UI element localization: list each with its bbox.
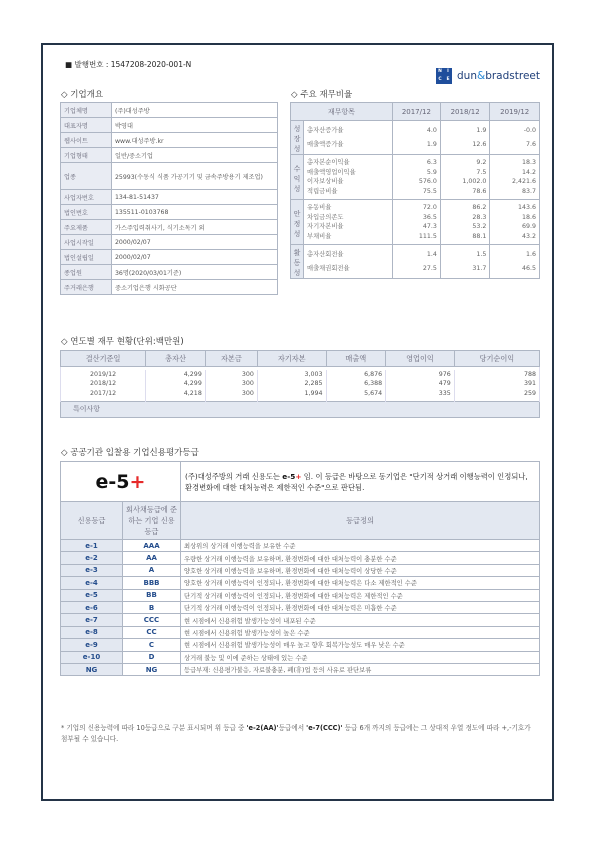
company-field-value: 2000/02/07 (112, 250, 278, 265)
company-row (61, 280, 278, 295)
company-field-value: 중소기업은행 시화공단 (112, 280, 278, 295)
yearly-cell: 335 (386, 389, 455, 402)
fin-category-char: 수 (293, 164, 301, 173)
yearly-cell: 300 (205, 389, 257, 402)
fin-value: 6.3 (392, 155, 440, 168)
fin-item: 유동비율 (304, 200, 393, 213)
fin-category-char: 성 (293, 229, 301, 238)
company-field-value: 135511-0103768 (112, 205, 278, 220)
fin-value: 7.5 (440, 168, 490, 178)
yearly-cell: 2019/12 (61, 370, 146, 380)
fin-item: 매출액증가율 (304, 138, 393, 155)
company-field-value: www.대성주방.kr (112, 133, 278, 148)
company-field-label: 법인설립일 (61, 250, 112, 265)
fin-category-char: 장 (293, 135, 301, 143)
company-field-value: 134-81-51437 (112, 190, 278, 205)
fin-row (291, 187, 540, 200)
company-field-value: 가스주입력취사기, 식기소독기 외 (112, 220, 278, 235)
fin-row (291, 138, 540, 155)
corp-grade: BBB (123, 577, 181, 589)
yearly-header: 자본금 (205, 351, 257, 367)
fin-value: 14.2 (490, 168, 540, 178)
corp-grade: CCC (123, 614, 181, 626)
fin-item: 부채비율 (304, 232, 393, 245)
grade-row (61, 552, 540, 564)
company-row (61, 103, 278, 118)
grade-row (61, 540, 540, 552)
fin-category-char: 정 (293, 219, 301, 228)
fin-item: 차입금의존도 (304, 213, 393, 223)
fin-value: 69.9 (490, 222, 540, 232)
grade-footnote: * 기업의 신용능력에 따라 10등급으로 구분 표시되며 위 등급 중 'e-2(AA)'등급에서 'e-7(CCC)' 등급 6개 까지의 등급에는 그 상대적 우열 정도에 따라 +,-기호가 첨부될 수 있습니다. (61, 724, 531, 743)
fin-header-year: 2019/12 (490, 103, 540, 121)
grade-description: (주)대성주방의 거래 신용도는 e-5+ 임. 이 등급은 바탕으로 동기업은 "단기적 상거래 이행능력이 인정되나, 환경변화에 대한 대처능력은 제한적인 수준"으로 판단됨. (181, 462, 540, 502)
fin-value: 9.2 (440, 155, 490, 168)
fin-category (291, 121, 304, 155)
company-field-label: 주거래은행 (61, 280, 112, 295)
fin-category-char: 성 (293, 184, 301, 193)
company-field-value: (주)대성주방 (112, 103, 278, 118)
corp-grade: BB (123, 589, 181, 601)
grade-definition: 양호한 상거래 이행능력이 인정되나, 환경변화에 대한 대처능력은 다소 제한적인 수준 (181, 577, 540, 589)
fin-category-char: 성 (293, 125, 301, 133)
grade-row (61, 577, 540, 589)
yearly-cell: 2018/12 (61, 379, 146, 389)
grade-code: e-5 (61, 589, 123, 601)
fin-value: 1.5 (440, 245, 490, 262)
yearly-section-title: ◇ 연도별 재무 현황(단위:백만원) (61, 337, 184, 347)
yearly-cell: 300 (205, 379, 257, 389)
company-field-value: 36명(2020/03/01기준) (112, 265, 278, 280)
nice-logo-icon: N I C E (436, 68, 452, 84)
yearly-header: 자기자본 (257, 351, 326, 367)
grade-code: e-8 (61, 626, 123, 638)
yearly-cell: 6,388 (326, 379, 386, 389)
fin-value: 36.5 (392, 213, 440, 223)
fin-header-year: 2018/12 (440, 103, 490, 121)
fin-item: 자기자본비율 (304, 222, 393, 232)
fin-header-year: 2017/12 (392, 103, 440, 121)
company-row (61, 118, 278, 133)
fin-row (291, 168, 540, 178)
yearly-cell: 3,003 (257, 370, 326, 380)
fin-header-item: 재무항목 (291, 103, 393, 121)
grade-code: e-6 (61, 601, 123, 613)
fin-value: 18.6 (490, 213, 540, 223)
fin-category-char: 성 (293, 269, 301, 277)
grade-code: e-9 (61, 639, 123, 651)
company-field-label: 사업자번호 (61, 190, 112, 205)
document-number: ■ 발행번호 : 1547208-2020-001-N (65, 60, 192, 69)
yearly-row (61, 379, 540, 389)
grade-definition: 등급부재: 신용평가불응, 자료불충분, 폐(휴)업 등의 사유로 판단보류 (181, 663, 540, 675)
fin-value: 43.2 (490, 232, 540, 245)
yearly-cell: 391 (454, 379, 539, 389)
yearly-header: 당기순이익 (454, 351, 539, 367)
yearly-special-row (61, 402, 540, 418)
yearly-cell: 4,218 (146, 389, 206, 402)
fin-value: 78.6 (440, 187, 490, 200)
fin-row (291, 262, 540, 279)
yearly-cell: 479 (386, 379, 455, 389)
company-field-value: 박영대 (112, 118, 278, 133)
fin-value: 53.2 (440, 222, 490, 232)
fin-item: 총자산증가율 (304, 121, 393, 138)
fin-row (291, 155, 540, 168)
fin-value: -0.0 (490, 121, 540, 138)
fin-value: 18.3 (490, 155, 540, 168)
grade-definition: 최상위의 상거래 이행능력을 보유한 수준 (181, 540, 540, 552)
grade-table (60, 461, 540, 676)
yearly-cell: 2,285 (257, 379, 326, 389)
company-row (61, 148, 278, 163)
yearly-header: 영업이익 (386, 351, 455, 367)
grade-row (61, 589, 540, 601)
fin-row (291, 121, 540, 138)
grade-code: e-4 (61, 577, 123, 589)
definition-col-header: 등급정의 (181, 502, 540, 540)
fin-item: 총자본순이익율 (304, 155, 393, 168)
yearly-cell: 2017/12 (61, 389, 146, 402)
company-field-label: 대표자명 (61, 118, 112, 133)
company-field-label: 업종 (61, 163, 112, 190)
company-field-label: 사업시작일 (61, 235, 112, 250)
fin-category-char: 안 (293, 209, 301, 218)
yearly-cell: 6,876 (326, 370, 386, 380)
fin-value: 12.6 (440, 138, 490, 155)
fin-value: 31.7 (440, 262, 490, 279)
yearly-cell: 788 (454, 370, 539, 380)
logo-text: dun&bradstreet (457, 70, 540, 82)
grade-definition: 단기적 상거래 이행능력이 인정되나, 환경변화에 대한 대처능력은 미흡한 수준 (181, 601, 540, 613)
fin-item: 매출액영업이익율 (304, 168, 393, 178)
fin-value: 75.5 (392, 187, 440, 200)
company-field-label: 법인번호 (61, 205, 112, 220)
company-field-value: 25993(수동식 식품 가공기기 및 금속주방용기 제조업) (112, 163, 278, 190)
fin-item: 매출채권회전율 (304, 262, 393, 279)
corp-grade: AAA (123, 540, 181, 552)
fin-row (291, 200, 540, 213)
grade-section-title: ◇ 공공기관 입찰용 기업신용평가등급 (61, 448, 199, 458)
grade-code: NG (61, 663, 123, 675)
grade-code: e-7 (61, 614, 123, 626)
company-row (61, 205, 278, 220)
company-field-label: 주요제품 (61, 220, 112, 235)
yearly-cell: 4,299 (146, 370, 206, 380)
fin-value: 83.7 (490, 187, 540, 200)
fin-value: 111.5 (392, 232, 440, 245)
grade-definition: 현 시점에서 신용위험 발생가능성이 매우 높고 향후 회복가능성도 매우 낮은 수준 (181, 639, 540, 651)
report-frame (41, 43, 554, 801)
fin-value: 46.5 (490, 262, 540, 279)
corp-grade: D (123, 651, 181, 663)
grade-code: e-1 (61, 540, 123, 552)
fin-value: 72.0 (392, 200, 440, 213)
fin-value: 27.5 (392, 262, 440, 279)
grade-definition: 양호한 상거래 이행능력을 보유하며, 환경변화에 대한 대처능력이 상당한 수준 (181, 564, 540, 576)
corp-grade: AA (123, 552, 181, 564)
grade-row (61, 564, 540, 576)
fin-category-char: 활 (293, 249, 301, 257)
corp-grade: A (123, 564, 181, 576)
company-row (61, 235, 278, 250)
grade-row (61, 614, 540, 626)
company-field-label: 웹사이트 (61, 133, 112, 148)
company-field-value: 일반/중소기업 (112, 148, 278, 163)
company-field-value: 2000/02/07 (112, 235, 278, 250)
corp-grade-col-header: 회사채등급에 준하는 기업 신용등급 (123, 502, 181, 540)
grade-definition: 상거래 불능 및 이에 준하는 상태에 있는 수준 (181, 651, 540, 663)
grade-code: e-3 (61, 564, 123, 576)
company-field-label: 종업원 (61, 265, 112, 280)
yearly-cell: 4,299 (146, 379, 206, 389)
fin-value: 1.9 (440, 121, 490, 138)
fin-category-char: 성 (293, 145, 301, 153)
fin-value: 7.6 (490, 138, 540, 155)
company-row (61, 163, 278, 190)
special-notes-label: 특이사항 (61, 402, 540, 418)
nice-dnb-logo (436, 68, 540, 84)
fin-category-char: 동 (293, 259, 301, 267)
corp-grade: CC (123, 626, 181, 638)
fin-value: 1.4 (392, 245, 440, 262)
company-row (61, 265, 278, 280)
yearly-cell: 5,674 (326, 389, 386, 402)
grade-col-header: 신용등급 (61, 502, 123, 540)
company-section-title: ◇ 기업개요 (61, 90, 104, 100)
yearly-row (61, 389, 540, 402)
fin-category (291, 200, 304, 245)
company-field-label: 기업체명 (61, 103, 112, 118)
fin-item: 총자산회전율 (304, 245, 393, 262)
grade-row (61, 626, 540, 638)
current-grade: e-5+ (61, 462, 181, 502)
company-row (61, 250, 278, 265)
grade-row (61, 601, 540, 613)
fin-row (291, 232, 540, 245)
fin-category (291, 245, 304, 279)
yearly-cell: 976 (386, 370, 455, 380)
company-table (60, 102, 278, 295)
fin-value: 1.6 (490, 245, 540, 262)
financial-section-title: ◇ 주요 재무비율 (291, 90, 353, 100)
grade-code: e-2 (61, 552, 123, 564)
fin-category (291, 155, 304, 200)
grade-definition: 현 시점에서 신용위험 발생가능성이 높은 수준 (181, 626, 540, 638)
grade-definition: 단기적 상거래 이행능력이 인정되나, 환경변화에 대한 대처능력은 제한적인 수준 (181, 589, 540, 601)
corp-grade: C (123, 639, 181, 651)
company-row (61, 190, 278, 205)
fin-value: 86.2 (440, 200, 490, 213)
yearly-table (60, 350, 540, 418)
fin-value: 47.3 (392, 222, 440, 232)
fin-value: 143.6 (490, 200, 540, 213)
fin-value: 1.9 (392, 138, 440, 155)
fin-category-char: 익 (293, 174, 301, 183)
grade-definition: 현 시점에서 신용위험 발생가능성이 내포된 수준 (181, 614, 540, 626)
yearly-cell: 259 (454, 389, 539, 402)
grade-row (61, 651, 540, 663)
corp-grade: NG (123, 663, 181, 675)
fin-item: 이자보상비율 (304, 177, 393, 187)
fin-value: 88.1 (440, 232, 490, 245)
grade-row (61, 639, 540, 651)
fin-value: 28.3 (440, 213, 490, 223)
yearly-header: 총자산 (146, 351, 206, 367)
company-row (61, 220, 278, 235)
yearly-cell: 1,994 (257, 389, 326, 402)
fin-row (291, 177, 540, 187)
yearly-row (61, 370, 540, 380)
fin-value: 2,421.6 (490, 177, 540, 187)
yearly-header: 매출액 (326, 351, 386, 367)
grade-definition: 우량한 상거래 이행능력을 보유하며, 환경변화에 대한 대처능력이 충분한 수준 (181, 552, 540, 564)
fin-row (291, 213, 540, 223)
fin-item: 적립금비율 (304, 187, 393, 200)
yearly-cell: 300 (205, 370, 257, 380)
corp-grade: B (123, 601, 181, 613)
fin-value: 5.9 (392, 168, 440, 178)
fin-value: 1,002.0 (440, 177, 490, 187)
yearly-header: 결산기준일 (61, 351, 146, 367)
grade-row (61, 663, 540, 675)
fin-row (291, 222, 540, 232)
grade-code: e-10 (61, 651, 123, 663)
fin-value: 576.0 (392, 177, 440, 187)
company-row (61, 133, 278, 148)
fin-row (291, 245, 540, 262)
financial-ratio-table (290, 102, 540, 279)
fin-value: 4.0 (392, 121, 440, 138)
company-field-label: 기업형태 (61, 148, 112, 163)
